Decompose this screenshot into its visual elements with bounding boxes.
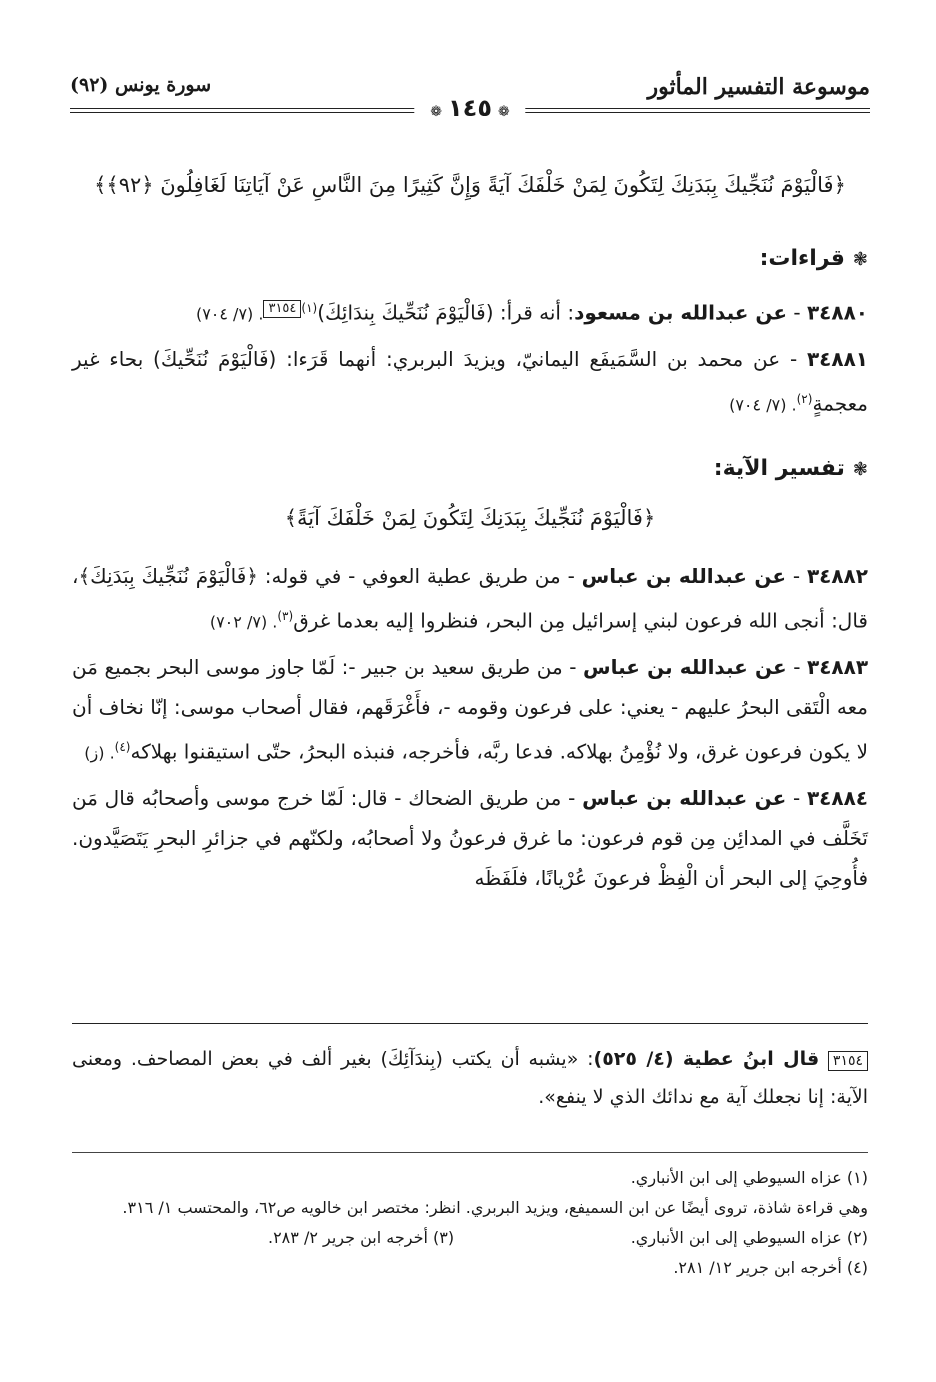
source-reference: . (٧/ ٧٠٤) bbox=[195, 304, 264, 324]
footnotes bbox=[72, 1152, 868, 1283]
page-number-box bbox=[414, 94, 525, 122]
narration-number: ٣٤٨٨٠ bbox=[806, 300, 868, 325]
running-header bbox=[70, 66, 870, 136]
quran-verse: ﴿فَالْيَوْمَ نُنَجِّيكَ بِبَدَنِكَ لِتَكُونَ لِمَنْ خَلْفَكَ آيَةً وَإِنَّ كَثِيرًا مِنَ النَّاسِ عَنْ آيَاتِنَا لَغَافِلُونَ ﴿٩٢﴾﴾ bbox=[94, 173, 846, 197]
note-number-box: ٣١٥٤ bbox=[828, 1051, 868, 1071]
footnote-marker: (٢) bbox=[796, 391, 813, 406]
footnote-3: (٣) أخرجه ابن جرير ٢/ ٢٨٣. bbox=[267, 1228, 455, 1247]
narrator: عن عبدالله بن عباس bbox=[583, 654, 787, 679]
footnote-marker: (١) bbox=[301, 301, 318, 315]
source-reference: . (ز) bbox=[84, 743, 115, 763]
section-heading-text: قراءات: bbox=[759, 246, 845, 271]
note-author: قال ابنُ عطية (٤/ ٥٢٥) bbox=[593, 1048, 820, 1070]
section-heading-tafsir bbox=[72, 451, 868, 488]
source-reference: . (٧/ ٧٠٤) bbox=[729, 395, 797, 415]
narration-number: ٣٤٨٨٣ bbox=[806, 654, 869, 679]
note-body: : «يشبه أن يكتب (بِندَآئِكَ) بغير ألف في بعض المصاحف. ومعنى الآية: إنا نجعلك آية مع ندائك الذي لا ينفع». bbox=[72, 1048, 868, 1108]
footnote-4: (٤) أخرجه ابن جرير ١٢/ ٢٨١. bbox=[673, 1258, 868, 1277]
narration-text: عن محمد بن السَّمَيفَع اليمانيّ، ويزيدَ البربري: أنهما قَرَءا: (فَالْيَوْمَ نُنَحِّيكَ) بحاء غير معجمةٍ bbox=[72, 346, 868, 416]
flower-ornament-icon: ❃ bbox=[852, 249, 868, 270]
footnote-row bbox=[72, 1223, 868, 1253]
narration-text: من طريق الضحاك - قال: لَمّا خرج موسى وأصحابُه قال مَن تَخَلَّف في المدائِن مِن قوم فرعون: ما غرق فرعونُ ولا أصحابُه، ولكنّهم في جزائرِ البحرِ يَتَصَيَّدون. فأُوحِيَ إلى البحر أن الْفِظْ فرعونَ عُرْيانًا، فلَفَظَه bbox=[72, 785, 868, 890]
narration-number: ٣٤٨٨٢ bbox=[806, 564, 868, 589]
narrator: عن عبدالله بن عباس bbox=[581, 564, 787, 589]
narrator: عن عبدالله بن مسعود bbox=[574, 300, 788, 325]
narration-number: ٣٤٨٨٤ bbox=[806, 785, 869, 810]
scholar-note bbox=[72, 1023, 868, 1116]
footnote-marker: (٤) bbox=[114, 739, 131, 754]
narration-text: : أنه قرأ: (فَالْيَوْمَ نُنَحِّيكَ بِندَائِكَ) bbox=[317, 300, 575, 325]
main-content bbox=[72, 165, 868, 902]
footnote-1-continued: وهي قراءة شاذة، تروى أيضًا عن ابن السميفع، ويزيد البربري. انظر: مختصر ابن خالويه ص٦٢، والمحتسب ١/ ٣١٦. bbox=[122, 1198, 868, 1217]
flower-ornament-icon: ❃ bbox=[852, 459, 868, 481]
narration-34884: ٣٤٨٨٤ - عن عبدالله بن عباس - من طريق الضحاك - قال: لَمّا خرج موسى وأصحابُه قال مَن تَخَلَّف في المدائِن مِن قوم فرعون: ما غرق فرعونُ ولا أصحابُه، ولكنّهم في جزائرِ البحرِ يَتَصَيَّدون. فأُوحِيَ إلى البحر أن الْفِظْ فرعونَ عُرْيانًا، فلَفَظَه bbox=[72, 785, 869, 890]
narration-34883: ٣٤٨٨٣ - عن عبدالله بن عباس - من طريق سعيد بن جبير -: لَمّا جاوز موسى البحر بجميع مَن معه الْتَقى البحرُ عليهم - يعني: على فرعون وقومه -، فأَغْرَقَهم، فقال أصحاب موسى: إنّا نخاف أن لا يكون فرعون غرق، ولا نُؤْمِنُ بهلاكه. فدعا ربَّه، فأخرجه، فنبذه البحرُ، حتّى استيقنوا بهلاكه$^{(٤)}$. (ز) bbox=[72, 654, 869, 764]
ornament-icon: ❁ bbox=[430, 104, 443, 120]
surah-label: سورة يونس (٩٢) bbox=[70, 74, 212, 96]
page-number: ١٤٥ bbox=[448, 94, 492, 122]
footnote-1: (١) عزاه السيوطي إلى ابن الأنباري. bbox=[630, 1168, 868, 1187]
footnote-marker: (٣) bbox=[277, 609, 294, 624]
section-heading-qiraat bbox=[72, 241, 868, 278]
scholar-note-text bbox=[72, 1040, 868, 1116]
footnote-2: (٢) عزاه السيوطي إلى ابن الأنباري. bbox=[630, 1228, 868, 1247]
quran-verse-sub: ﴿فَالْيَوْمَ نُنَجِّيكَ بِبَدَنِكَ لِتَكُونَ لِمَنْ خَلْفَكَ آيَةً﴾ bbox=[284, 506, 656, 531]
section-heading-text: تفسير الآية: bbox=[713, 456, 845, 482]
narration-34881: ٣٤٨٨١ - عن محمد بن السَّمَيفَع اليمانيّ، ويزيدَ البربري: أنهما قَرَءا: (فَالْيَوْمَ نُنَحِّيكَ) بحاء غير معجمةٍ$^{(٢)}$. (٧/ ٧٠٤) bbox=[72, 346, 868, 416]
note-reference-box: ٣١٥٤ bbox=[263, 300, 301, 318]
book-title: موسوعة التفسير المأثور bbox=[647, 74, 870, 100]
narration-text: من طريق سعيد بن جبير -: لَمّا جاوز موسى البحر بجميع مَن معه الْتَقى البحرُ عليهم - يعني: على فرعون وقومه -، فأَغْرَقَهم، فقال أصحاب موسى: إنّا نخاف أن لا يكون فرعون غرق، ولا نُؤْمِنُ بهلاكه. فدعا ربَّه، فأخرجه، فنبذه البحرُ، حتّى استيقنوا بهلاكه bbox=[72, 654, 868, 764]
narrator: عن عبدالله بن عباس bbox=[582, 785, 787, 810]
ornament-icon: ❁ bbox=[497, 104, 510, 120]
narration-34880: ٣٤٨٨٠ - عن عبدالله بن مسعود: أنه قرأ: (فَالْيَوْمَ نُنَحِّيكَ بِندَائِكَ)$^{(١)}$٣١٥٤. (٧/ ٧٠٤) bbox=[195, 300, 868, 325]
source-reference: . (٧/ ٧٠٢) bbox=[209, 612, 278, 632]
narration-text: من طريق عطية العوفي - في قوله: ﴿فَالْيَوْمَ نُنَجِّيكَ بِبَدَنِكَ﴾، قال: أنجى الله فرعون لبني إسرائيل مِن البحر، فنظروا إليه بعدما غرق bbox=[72, 564, 868, 633]
narration-number: ٣٤٨٨١ bbox=[806, 346, 868, 371]
narration-34882: ٣٤٨٨٢ - عن عبدالله بن عباس - من طريق عطية العوفي - في قوله: ﴿فَالْيَوْمَ نُنَجِّيكَ بِبَدَنِكَ﴾، قال: أنجى الله فرعون لبني إسرائيل مِن البحر، فنظروا إليه بعدما غرق$^{(٣)}$. (٧/ ٧٠٢) bbox=[72, 564, 868, 633]
